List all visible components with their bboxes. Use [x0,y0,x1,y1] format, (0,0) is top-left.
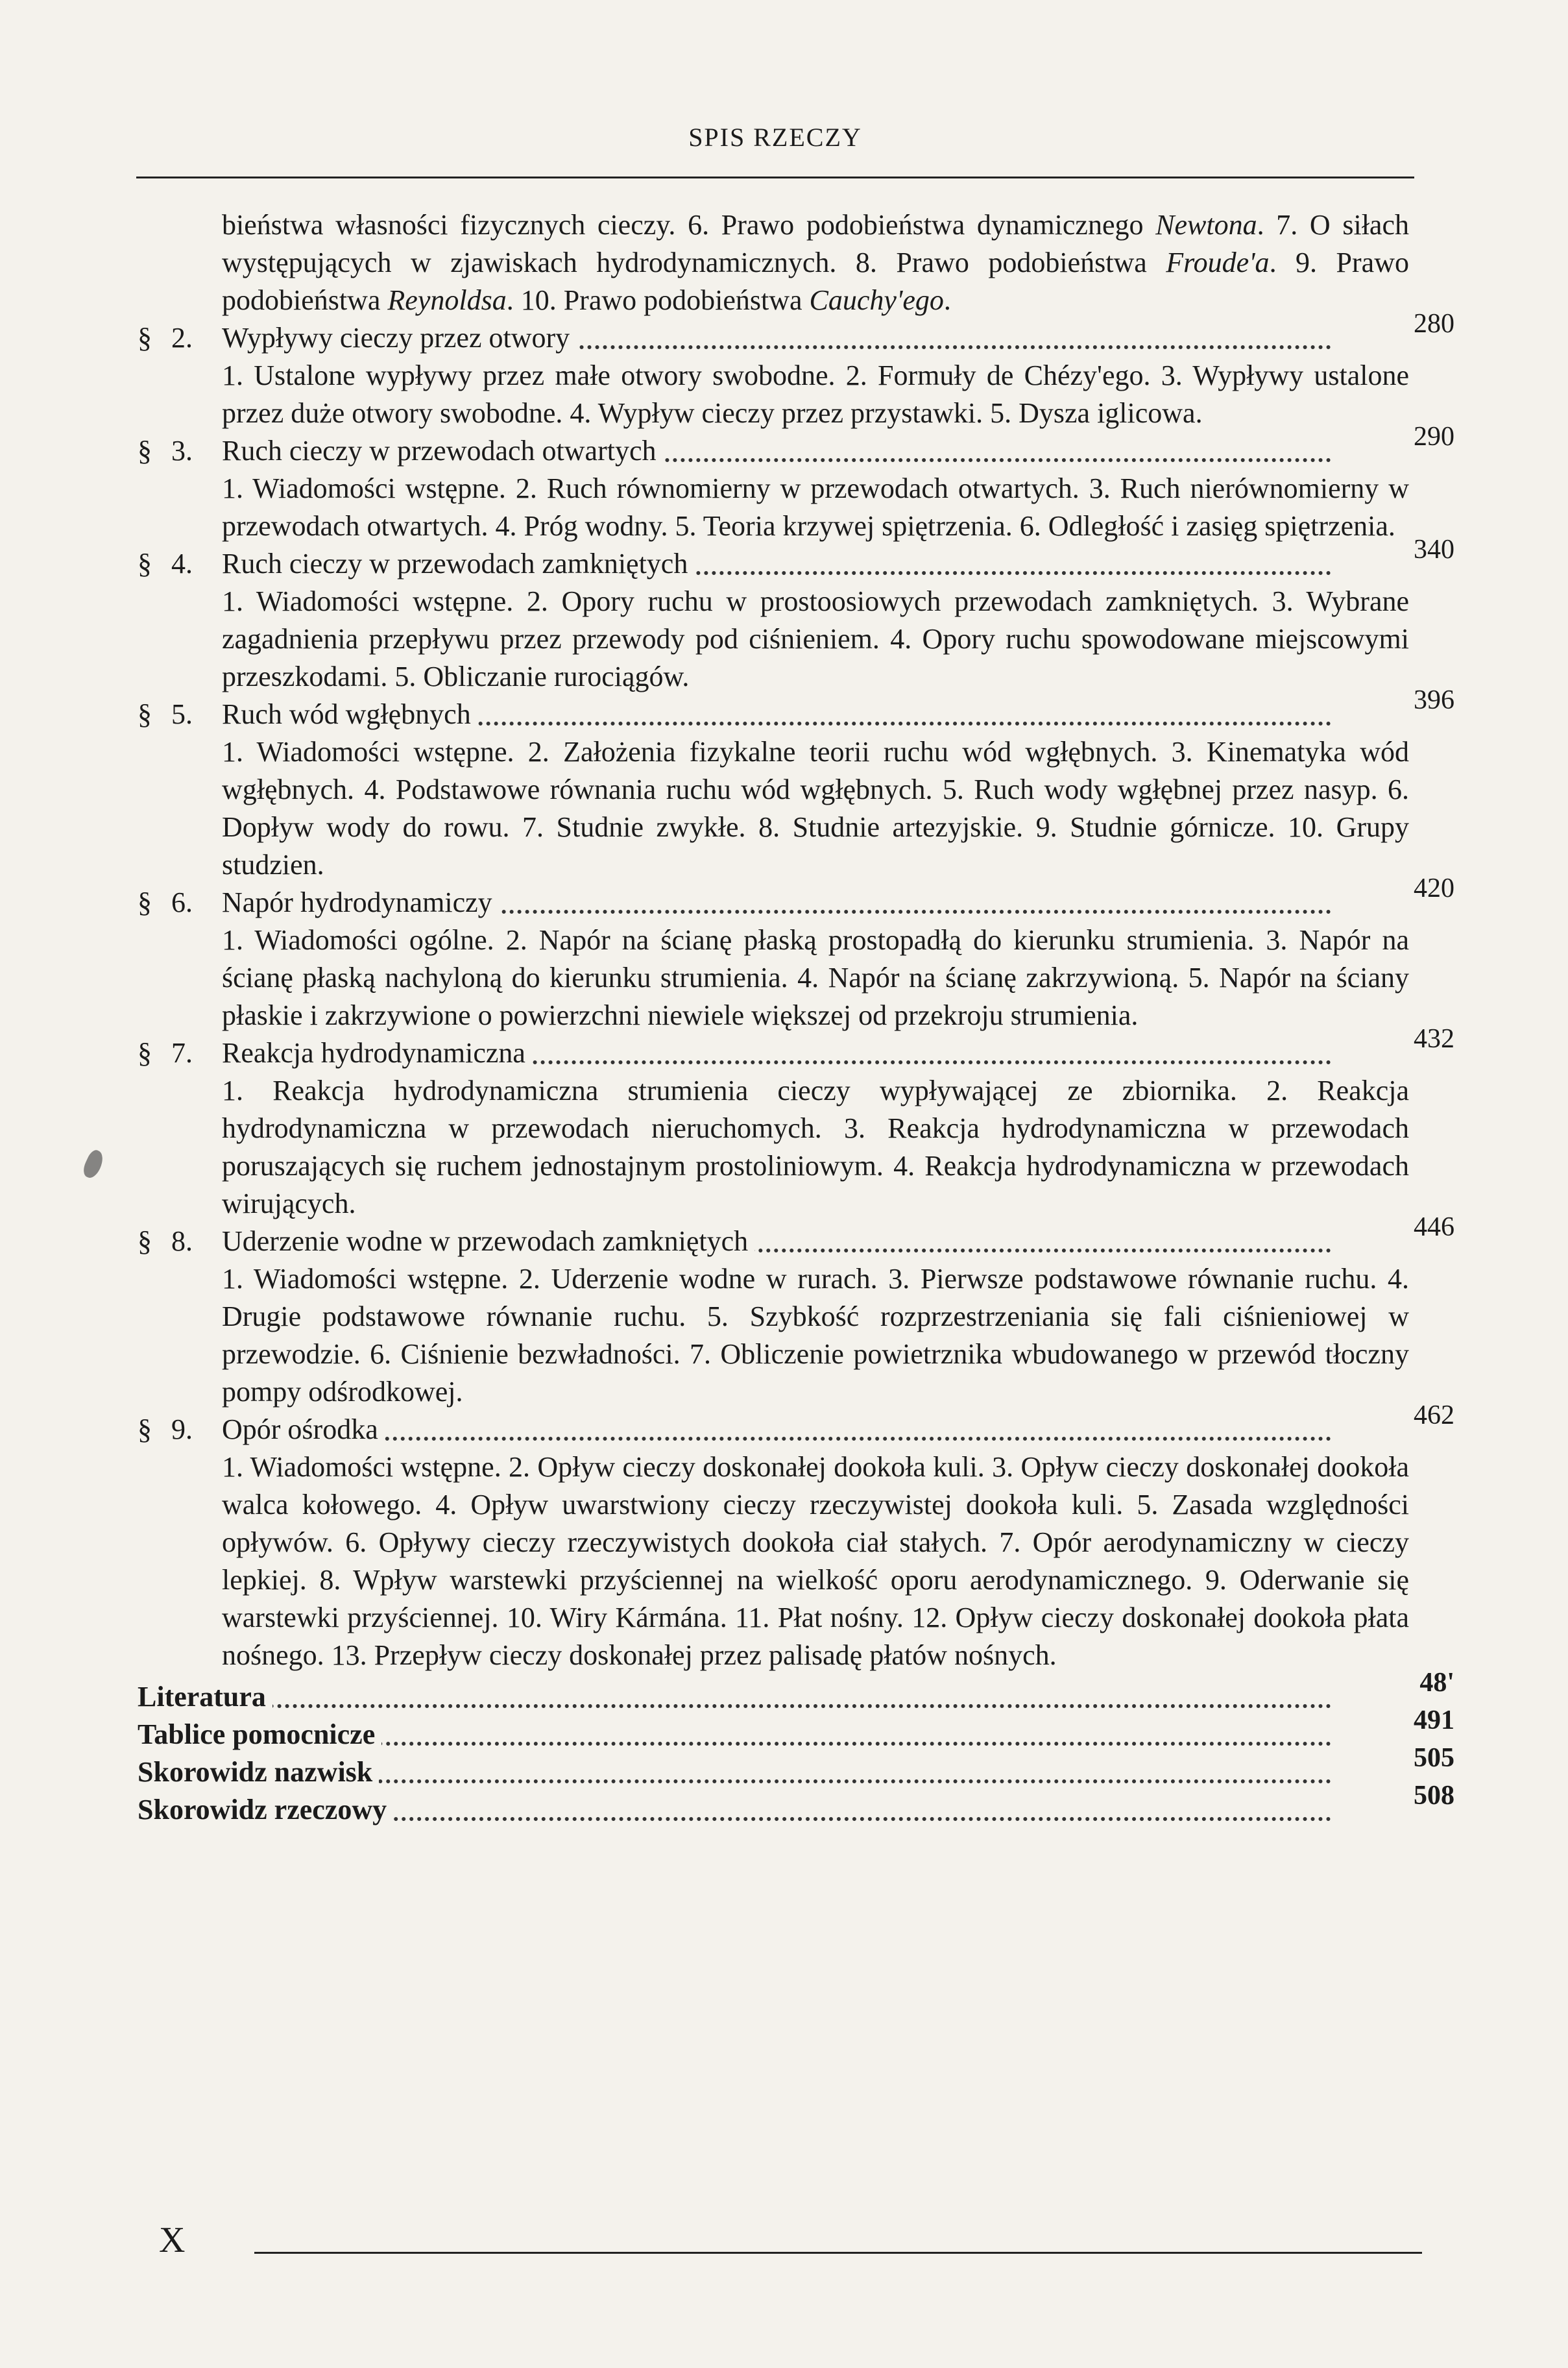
back-matter-list [138,1668,1454,1829]
section-symbol: § [138,548,152,580]
italic-name: Newtona [1155,209,1257,241]
section-title: Ruch wód wgłębnych [222,698,477,730]
toc-section [138,685,1454,884]
section-number: 8. [171,1225,193,1257]
back-matter-entry[interactable] [138,1705,1454,1753]
toc-section [138,535,1454,696]
section-page-number: 420 [1414,873,1454,903]
section-title: Reakcja hydrodynamiczna [222,1037,532,1069]
section-title: Ruch cieczy w przewodach zamkniętych [222,548,694,580]
section-page-number: 290 [1414,422,1454,452]
continuation-text: . 7. O siłach występujących w zjawiskach hydrodynamicznych. 8. Prawo podobieństwa [222,209,1409,278]
back-matter-title: Skorowidz rzeczowy [138,1794,393,1825]
back-matter-entry[interactable] [138,1743,1454,1791]
italic-name: Froude'a [1166,247,1270,278]
section-page-number: 446 [1414,1212,1454,1242]
section-title: Napór hydrodynamiczy [222,886,499,918]
back-matter-title: Literatura [138,1681,272,1713]
section-page-number: 340 [1414,535,1454,565]
section-subtopics: 1. Wiadomości wstępne. 2. Opływ cieczy doskonałej dookoła kuli. 3. Opływ cieczy doskonałej dookoła walca kołowego. 4. Opływ uwarstwiony cieczy rzeczywistej dookoła kuli. 5. Zasada względności opływów. 6. Opływy cieczy rzeczywistych dookoła ciał stałych. 7. Opór aerodynamiczny w cieczy lepkiej. 8. Wpływ warstewki przyściennej na wielkość oporu aerodynamicznego. 9. Oderwanie się warstewki przyściennej. 10. Wiry Kármána. 11. Płat nośny. 12. Opływ cieczy doskonałej dookoła płata nośnego. 13. Przepływ cieczy doskonałej przez palisadę płatów nośnych. [222,1451,1409,1671]
toc-section-heading[interactable] [138,685,1454,733]
toc-section [138,1212,1454,1411]
back-matter-entry[interactable] [138,1781,1454,1829]
section-title: Wypływy cieczy przez otwory [222,322,576,354]
continuation-text: . 9. Prawo podobieństwa [222,247,1409,316]
italic-name: Reynoldsa [387,284,507,316]
back-matter-entry[interactable] [138,1668,1454,1716]
section-symbol: § [138,698,152,730]
toc-section-heading[interactable] [138,535,1454,583]
section-page-number: 462 [1414,1400,1454,1430]
section-title: Uderzenie wodne w przewodach zamkniętych [222,1225,754,1257]
toc-section-heading[interactable] [138,1212,1454,1260]
toc-section-heading[interactable] [138,873,1454,922]
section-page-number: 396 [1414,685,1454,715]
back-matter-page-number: 491 [1414,1705,1454,1735]
section-symbol: § [138,1413,152,1445]
section-number: 9. [171,1413,193,1445]
toc-section [138,1024,1454,1223]
section-number: 2. [171,322,193,354]
continuation-text: . [943,284,951,316]
section-symbol: § [138,1037,152,1069]
section-subtopics: 1. Wiadomości ogólne. 2. Napór na ścianę płaską prostopadłą do kierunku strumienia. 3. Napór na ścianę płaską nachyloną do kierunku strumienia. 4. Napór na ścianę zakrzywioną. 5. Napór na ściany płaskie i zakrzywione o powierzchni niewiele większej od przekroju strumienia. [222,924,1409,1031]
section-title: Opór ośrodka [222,1413,385,1445]
sections-list [138,309,1454,1674]
toc-section-heading[interactable] [138,422,1454,470]
toc-section [138,873,1454,1034]
section-number: 4. [171,548,193,580]
section-number: 7. [171,1037,193,1069]
section-number: 6. [171,886,193,918]
toc-section [138,422,1454,545]
section-subtopics: 1. Wiadomości wstępne. 2. Opory ruchu w prostoosiowych przewodach zamkniętych. 3. Wybrane zagadnienia przepływu przez przewody pod ciśnieniem. 4. Opory ruchu spowodowane miejscowymi przeszkodami. 5. Obliczanie rurociągów. [222,585,1409,692]
toc-section [138,1400,1454,1674]
page-number-roman: X [159,2220,186,2260]
dot-leader [138,1704,1331,1708]
toc-content [138,206,1454,1829]
toc-section-heading[interactable] [138,1024,1454,1072]
back-matter-page-number: 505 [1414,1743,1454,1773]
continuation-text: . 10. Prawo podobieństwa [506,284,810,316]
section-subtopics: 1. Reakcja hydrodynamiczna strumienia cieczy wypływającej ze zbiornika. 2. Reakcja hydrodynamiczna w przewodach nieruchomych. 3. Reakcja hydrodynamiczna w przewodach poruszających się ruchem jednostajnym prostoliniowym. 4. Reakcja hydrodynamiczna w przewodach wirujących. [222,1075,1409,1219]
section-subtopics: 1. Wiadomości wstępne. 2. Uderzenie wodne w rurach. 3. Pierwsze podstawowe równanie ruchu. 4. Drugie podstawowe równanie ruchu. 5. Szybkość rozprzestrzeniania się fali ciśnieniowej w przewodzie. 6. Ciśnienie bezwładności. 7. Obliczenie powietrznika wbudowanego w przewód tłoczny pompy odśrodkowej. [222,1263,1409,1408]
section-symbol: § [138,1225,152,1257]
back-matter-title: Tablice pomocnicze [138,1718,381,1750]
section-number: 5. [171,698,193,730]
section-symbol: § [138,886,152,918]
toc-section [138,309,1454,432]
back-matter-page-number: 48' [1419,1668,1454,1698]
header-rule [136,177,1414,178]
toc-section-heading[interactable] [138,309,1454,357]
back-matter-title: Skorowidz nazwisk [138,1756,379,1788]
page-header: SPIS RZECZY [688,123,862,152]
section-subtopics: 1. Wiadomości wstępne. 2. Założenia fizykalne teorii ruchu wód wgłębnych. 3. Kinematyka wód wgłębnych. 4. Podstawowe równania ruchu wód wgłębnych. 5. Ruch wody wgłębnej przez nasyp. 6. Dopływ wody do rowu. 7. Studnie zwykłe. 8. Studnie artezyjskie. 9. Studnie górnicze. 10. Grupy studzien. [222,736,1409,881]
footer-rule [254,2252,1422,2254]
dot-leader [222,1437,1331,1441]
section-subtopics: 1. Wiadomości wstępne. 2. Ruch równomierny w przewodach otwartych. 3. Ruch nierównomierny w przewodach otwartych. 4. Próg wodny. 5. Teoria krzywej spiętrzenia. 6. Odległość i zasięg spiętrzenia. [222,472,1409,542]
section-title: Ruch cieczy w przewodach otwartych [222,435,662,467]
continuation-text: bieństwa własności fizycznych cieczy. 6. Prawo podobieństwa dynamicznego [222,209,1156,241]
section-subtopics: 1. Ustalone wypływy przez małe otwory swobodne. 2. Formuły de Chézy'ego. 3. Wypływy ustalone przez duże otwory swobodne. 4. Wypływ cieczy przez przystawki. 5. Dysza iglicowa. [222,360,1409,429]
continuation-paragraph [138,206,1409,319]
italic-name: Cauchy'ego [809,284,944,316]
toc-section-heading[interactable] [138,1400,1454,1448]
section-page-number: 280 [1414,309,1454,339]
section-symbol: § [138,322,152,354]
ink-smudge [80,1148,106,1180]
section-number: 3. [171,435,193,467]
section-symbol: § [138,435,152,467]
section-page-number: 432 [1414,1024,1454,1054]
back-matter-page-number: 508 [1414,1781,1454,1811]
